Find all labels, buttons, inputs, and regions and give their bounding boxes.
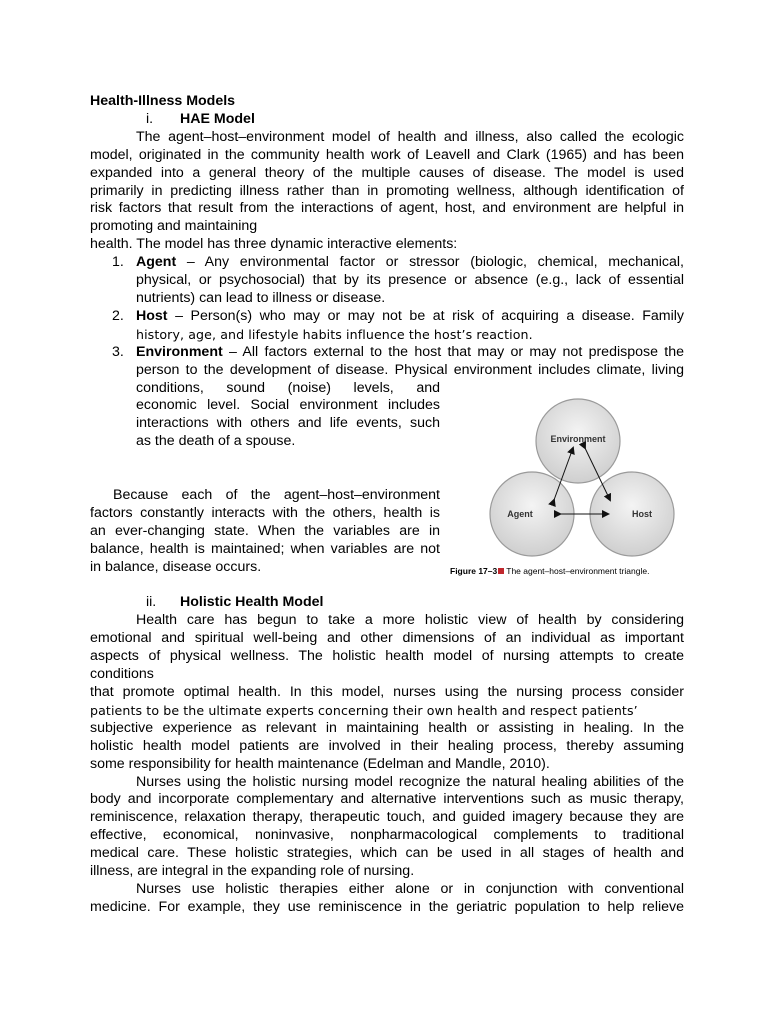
section1-numeral: i. [146, 110, 154, 127]
figure-hae-triangle [450, 391, 710, 579]
text-line: interactions with others and life events, such [136, 415, 440, 432]
text-line: conditions, sound (noise) levels, and [136, 379, 440, 396]
text-line: aspects of physical wellness. The holistic health model of nursing attempts to create [90, 648, 684, 665]
host-label: Host [632, 509, 652, 519]
section1-paragraph2: health. The model has three dynamic interactive elements: [90, 236, 458, 253]
text-line: conditions [90, 666, 154, 683]
text-line: illness, are integral in the expanding role of nursing. [90, 863, 415, 880]
text-line: medicine. For example, they use reminiscence in the geriatric population to help relieve [90, 898, 684, 915]
text-line: factors constantly interacts with the others, health is [90, 504, 440, 521]
text-line: Nurses using the holistic nursing model recognize the natural healing abilities of the [136, 773, 684, 790]
list-item-host [90, 308, 684, 344]
text-line: Health care has begun to take a more holistic view of health by considering [136, 612, 684, 629]
text-line: model, originated in the community health work of Leavell and Clark (1965) and has been [90, 146, 684, 163]
text-line: physical, or psychosocial) that by its presence or absence (e.g., lack of essential [136, 272, 684, 289]
text-line: that promote optimal health. In this model, nurses using the nursing process consider [90, 683, 684, 700]
section2-paragraph3 [90, 774, 684, 881]
triangle-diagram [450, 391, 710, 561]
page-heading: Health-Illness Models [90, 93, 236, 109]
text-line: risk factors that result from the interactions of agent, host, and environment are helpful in [90, 200, 684, 217]
text-line: as the death of a spouse. [136, 433, 296, 450]
text-span: – All factors external to the host that may or may not predispose the [222, 343, 684, 360]
text-line: some responsibility for health maintenance (Edelman and Mandle, 2010). [90, 755, 550, 772]
text-line: in balance, disease occurs. [90, 558, 262, 575]
text-line: body and incorporate complementary and alternative interventions such as music therapy, [90, 791, 684, 808]
term-host: Host [136, 307, 168, 324]
list-number: 1. [112, 254, 124, 271]
text-line: expanded into a general theory of the multiple causes of disease. The model is used [90, 164, 684, 181]
figure-caption-label: Figure 17–3 [450, 566, 498, 576]
text-line: patients to be the ultimate experts concerning their own health and respect patients’ [90, 702, 638, 718]
text-line: Because each of the agent–host–environment [113, 487, 440, 504]
text-line: promoting and maintaining [90, 218, 258, 235]
text-line: person to the development of disease. Physical environment includes climate, living [136, 361, 684, 378]
text-line [136, 308, 684, 326]
text-line: balance, health is maintained; when variables are not [90, 540, 440, 557]
section2-title: Holistic Health Model [180, 594, 324, 611]
text-line: primarily in predicting illness rather than in promoting wellness, although identification of [90, 182, 684, 199]
text-line: emotional and spiritual well-being and other dimensions of an individual as important [90, 630, 684, 647]
section1-title: HAE Model [180, 110, 255, 127]
text-line: an ever-changing state. When the variables are in [90, 522, 440, 539]
section2-heading [146, 594, 684, 612]
list-number: 3. [112, 343, 124, 360]
section2-paragraph1 [90, 612, 684, 684]
section1-paragraph3 [90, 487, 440, 577]
section1-paragraph1 [90, 129, 684, 236]
figure-caption [450, 563, 649, 581]
text-span: – Person(s) who may or may not be at risk of acquiring a disease. Family [167, 307, 684, 324]
text-line: nutrients) can lead to illness or disease. [136, 289, 386, 306]
text-span: – Any environmental factor or stressor (biologic, chemical, mechanical, [176, 254, 684, 271]
term-agent: Agent [136, 254, 177, 271]
text-line: effective, economical, noninvasive, nonpharmacological complements to traditional [90, 827, 684, 844]
text-line: reminiscence, relaxation therapy, therapeutic touch, and guided imagery because they are [90, 809, 684, 826]
section2-paragraph4 [90, 881, 684, 917]
text-line: subjective experience as relevant in maintaining health or assisting in healing. In the [90, 719, 684, 736]
agent-label: Agent [507, 509, 533, 519]
figure-caption-text: The agent–host–environment triangle. [506, 566, 650, 576]
list-number: 2. [112, 307, 124, 324]
text-line: The agent–host–environment model of health and illness, also called the ecologic [136, 128, 684, 145]
text-line: Nurses use holistic therapies either alone or in conjunction with conventional [136, 880, 684, 897]
text-line [136, 344, 684, 362]
wrapped-text [136, 380, 440, 452]
environment-label: Environment [550, 434, 606, 444]
section2-numeral: ii. [146, 594, 157, 611]
section2-paragraph2 [90, 684, 684, 774]
text-line: medical care. These holistic strategies, which can be used in all stages of health and [90, 845, 684, 862]
text-line [136, 254, 684, 272]
list-item-agent [90, 254, 684, 308]
text-line: economic level. Social environment includes [136, 397, 440, 414]
document-page [90, 93, 684, 917]
text-line: history, age, and lifestyle habits influence the host’s reaction. [136, 326, 533, 342]
text-line: holistic health model patients are involved in their healing process, thereby assuming [90, 737, 684, 754]
red-square-icon [498, 568, 504, 574]
section1-heading [146, 111, 684, 129]
term-environment: Environment [136, 343, 223, 360]
